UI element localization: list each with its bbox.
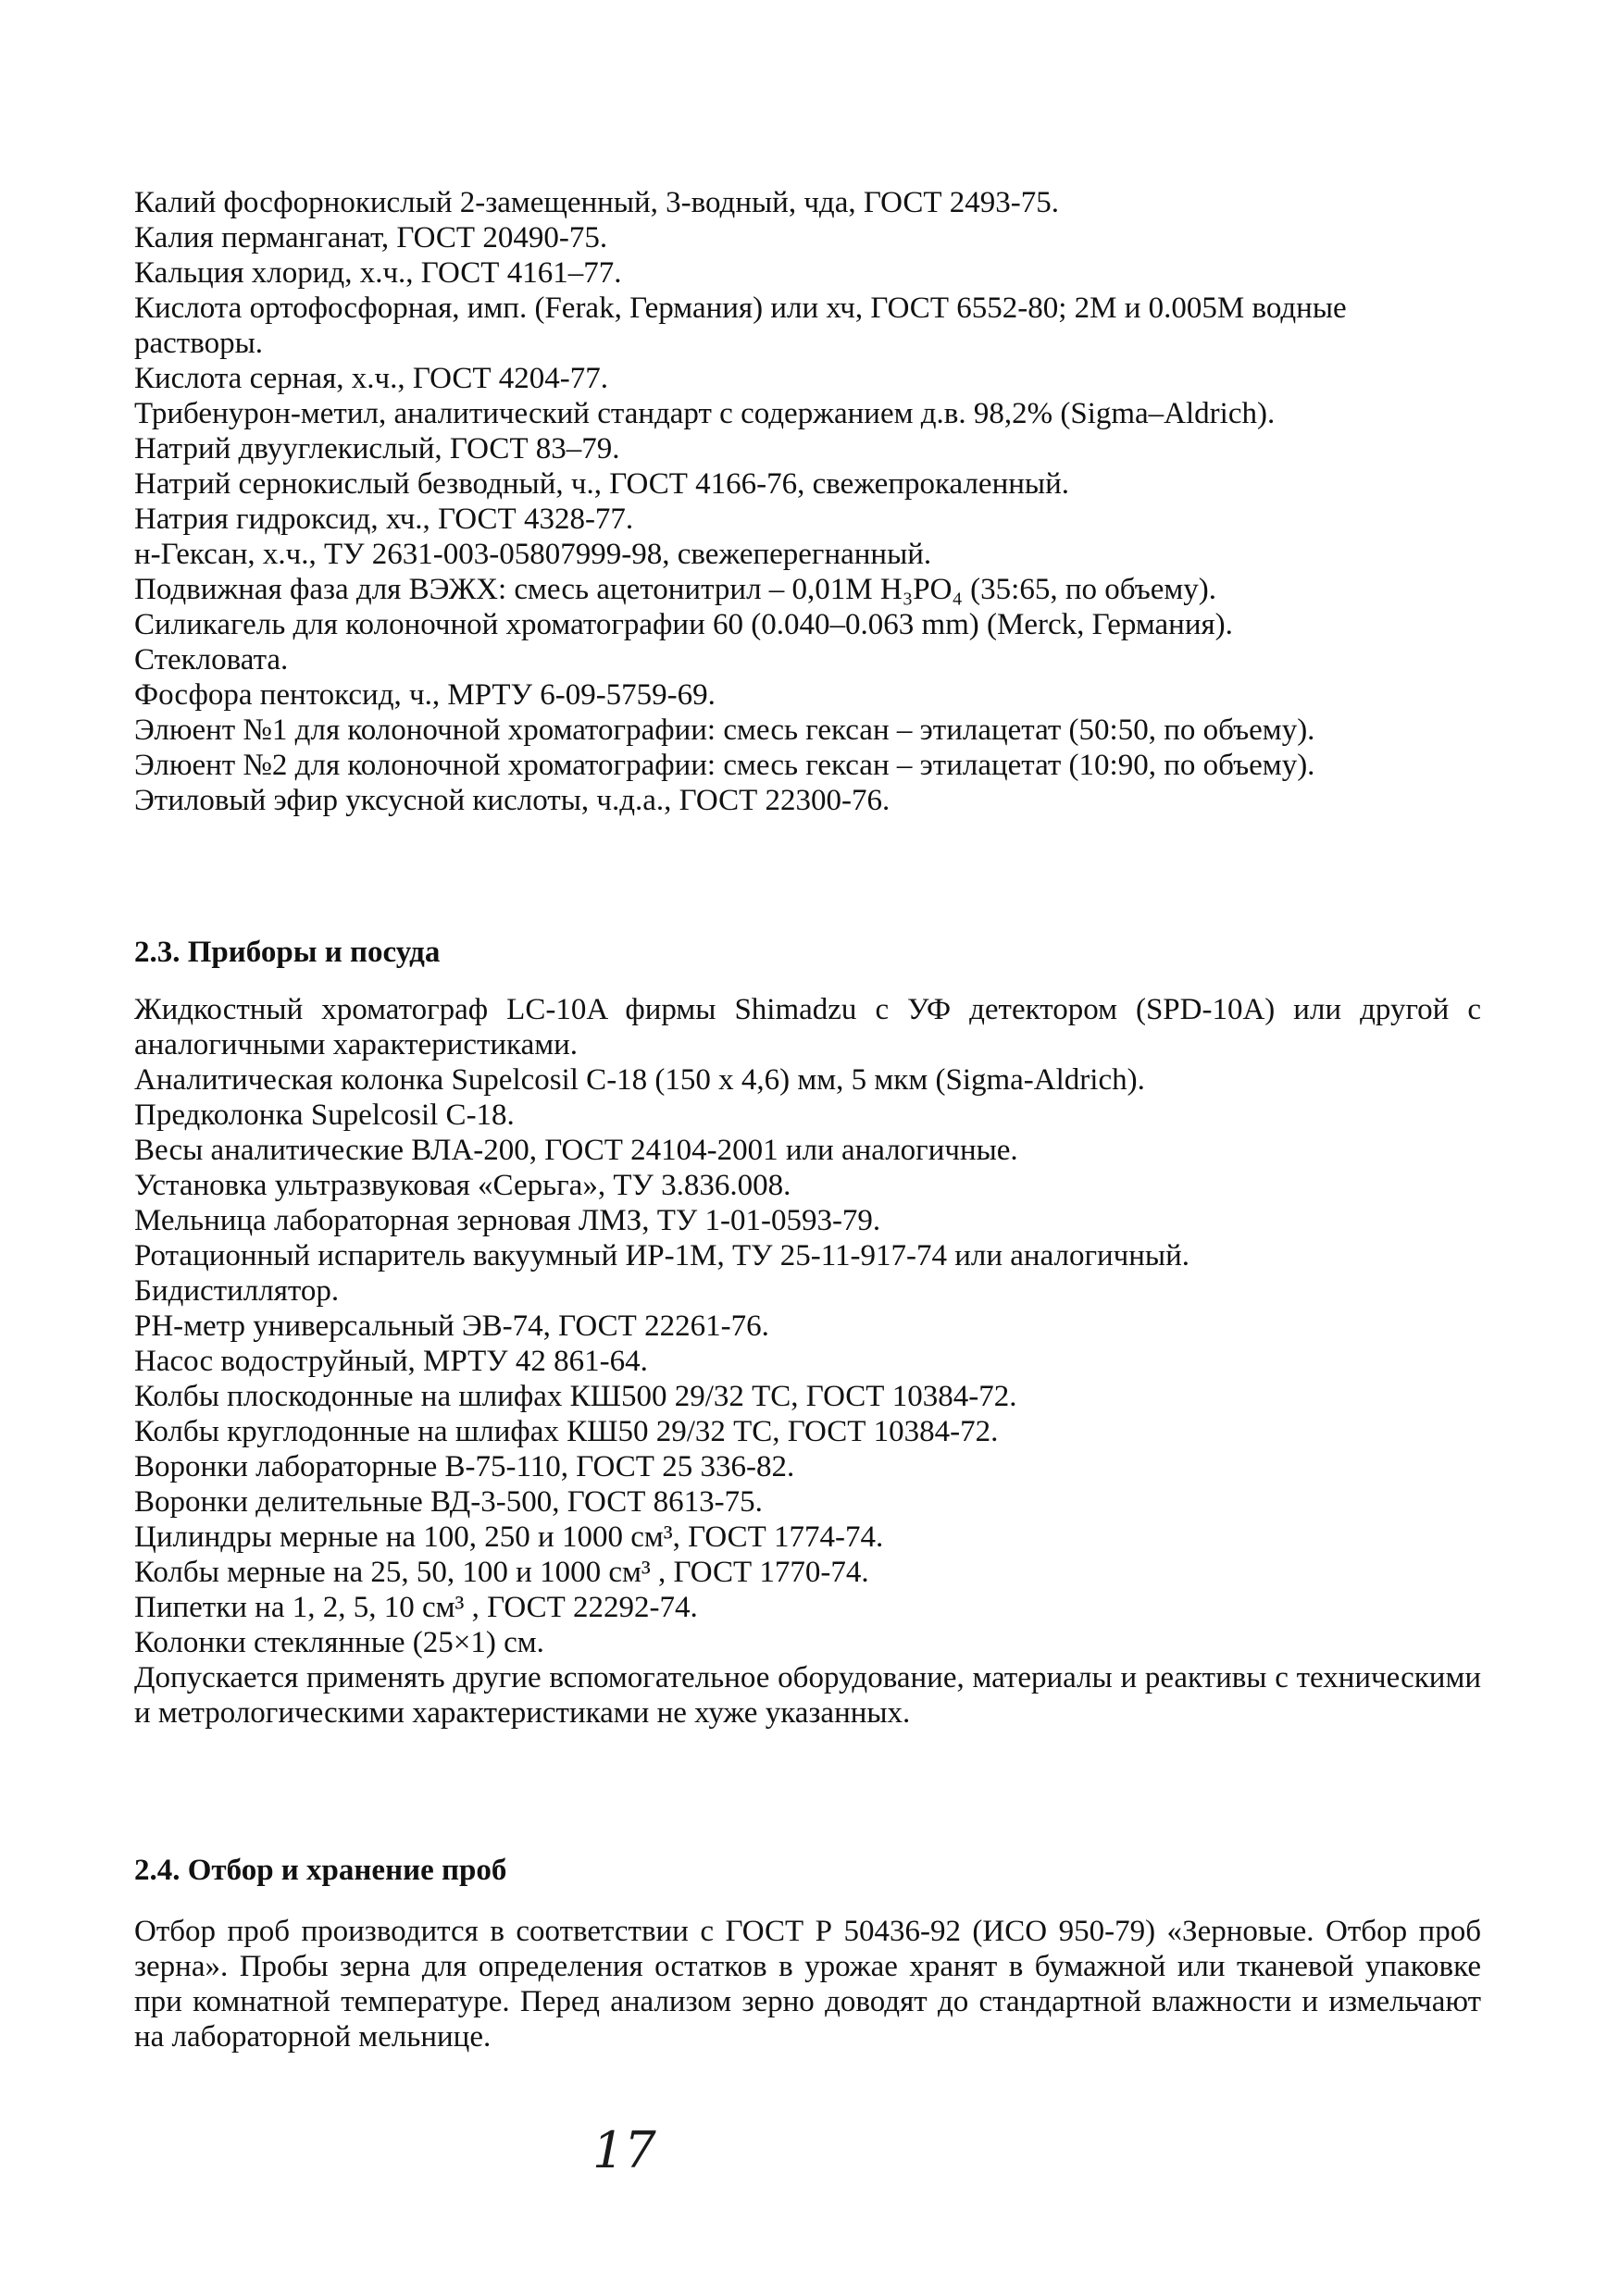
reagent-line: Натрия гидроксид, хч., ГОСТ 4328-77. — [134, 503, 634, 536]
reagent-line: Трибенурон-метил, аналитический стандарт с содержанием д.в. 98,2% (Sigma–Aldrich). — [134, 397, 1276, 430]
reagent-line: Элюент №1 для колоночной хроматографии: смесь гексан – этилацетат (50:50, по объему). — [134, 714, 1315, 747]
section-heading-2-4: 2.4. Отбор и хранение проб — [134, 1854, 507, 1887]
reagent-line: Калий фосфорнокислый 2-замещенный, 3-водный, чда, ГОСТ 2493-75. — [134, 186, 1060, 219]
equipment-line: Колонки стеклянные (25×1) см. — [134, 1626, 544, 1659]
reagent-line: Кислота серная, х.ч., ГОСТ 4204-77. — [134, 362, 608, 395]
equipment-line: Жидкостный хроматограф LC-10A фирмы Shimadzu с УФ детектором (SPD-10A) или другой с аналогичными характеристиками. — [134, 993, 1481, 1061]
equipment-closing-paragraph: Допускается применять другие вспомогательное оборудование, материалы и реактивы с техническими и метрологическими характеристиками не хуже указанных. — [134, 1661, 1481, 1730]
equipment-line: Бидистиллятор. — [134, 1274, 340, 1308]
reagent-line: Этиловый эфир уксусной кислоты, ч.д.а., ГОСТ 22300-76. — [134, 784, 890, 817]
reagent-line: Подвижная фаза для ВЭЖХ: смесь ацетонитрил – 0,01М H₃PO₄ (35:65, по объему). — [134, 573, 1217, 606]
page-number: 17 — [592, 2121, 656, 2179]
reagent-line: Фосфора пентоксид, ч., МРТУ 6-09-5759-69. — [134, 678, 716, 712]
equipment-line: Воронки делительные ВД-3-500, ГОСТ 8613-75. — [134, 1485, 763, 1519]
equipment-line: Насос водоструйный, МРТУ 42 861-64. — [134, 1345, 648, 1378]
equipment-line: Установка ультразвуковая «Серьга», ТУ 3.836.008. — [134, 1169, 791, 1202]
reagent-line: Кислота ортофосфорная, имп. (Ferak, Германия) или хч, ГОСТ 6552-80; 2М и 0.005М водные — [134, 292, 1347, 325]
equipment-line: Мельница лабораторная зерновая ЛМЗ, ТУ 1-01-0593-79. — [134, 1204, 881, 1237]
equipment-line: Пипетки на 1, 2, 5, 10 см³ , ГОСТ 22292-74. — [134, 1591, 698, 1624]
reagent-line: Кальция хлорид, х.ч., ГОСТ 4161–77. — [134, 256, 622, 290]
equipment-line: Ротационный испаритель вакуумный ИР-1М, ТУ 25-11-917-74 или аналогичный. — [134, 1239, 1190, 1272]
reagent-line: Элюент №2 для колоночной хроматографии: смесь гексан – этилацетат (10:90, по объему). — [134, 749, 1315, 782]
equipment-line: Предколонка Supelcosil C-18. — [134, 1098, 515, 1132]
reagent-line: растворы. — [134, 327, 263, 360]
reagent-line: Натрий двууглекислый, ГОСТ 83–79. — [134, 432, 620, 465]
reagent-line: Стекловата. — [134, 643, 289, 676]
equipment-line: Весы аналитические ВЛА-200, ГОСТ 24104-2001 или аналогичные. — [134, 1134, 1018, 1167]
equipment-line: Колбы плоскодонные на шлифах КШ500 29/32 ТС, ГОСТ 10384-72. — [134, 1380, 1017, 1413]
reagent-line: н-Гексан, х.ч., ТУ 2631-003-05807999-98, свежеперегнанный. — [134, 538, 932, 571]
reagent-line: Калия перманганат, ГОСТ 20490-75. — [134, 221, 608, 254]
section-heading-2-3: 2.3. Приборы и посуда — [134, 936, 441, 969]
sampling-paragraph: Отбор проб производится в соответствии с ГОСТ Р 50436-92 (ИСО 950-79) «Зерновые. Отбор проб зерна». Пробы зерна для определения остатков в урожае хранят в бумажной или тканевой упаковке при комнатной температуре. Перед анализом зерно доводят до стандартной влажности и измельчают на лабораторной мельнице. — [134, 1915, 1481, 2054]
equipment-line: Цилиндры мерные на 100, 250 и 1000 см³, ГОСТ 1774-74. — [134, 1520, 884, 1554]
equipment-list — [134, 992, 1481, 1731]
equipment-line: Колбы круглодонные на шлифах КШ50 29/32 ТС, ГОСТ 10384-72. — [134, 1415, 999, 1448]
equipment-line: Колбы мерные на 25, 50, 100 и 1000 см³ , ГОСТ 1770-74. — [134, 1556, 869, 1589]
reagents-list — [134, 185, 1481, 818]
equipment-line: Аналитическая колонка Supelcosil C-18 (150 x 4,6) мм, 5 мкм (Sigma-Aldrich). — [134, 1063, 1145, 1097]
equipment-line: PH-метр универсальный ЭВ-74, ГОСТ 22261-76. — [134, 1309, 769, 1343]
reagent-line: Натрий сернокислый безводный, ч., ГОСТ 4166-76, свежепрокаленный. — [134, 467, 1069, 501]
equipment-line: Воронки лабораторные В-75-110, ГОСТ 25 336-82. — [134, 1450, 795, 1483]
reagent-line: Силикагель для колоночной хроматографии 60 (0.040–0.063 mm) (Merck, Германия). — [134, 608, 1233, 641]
